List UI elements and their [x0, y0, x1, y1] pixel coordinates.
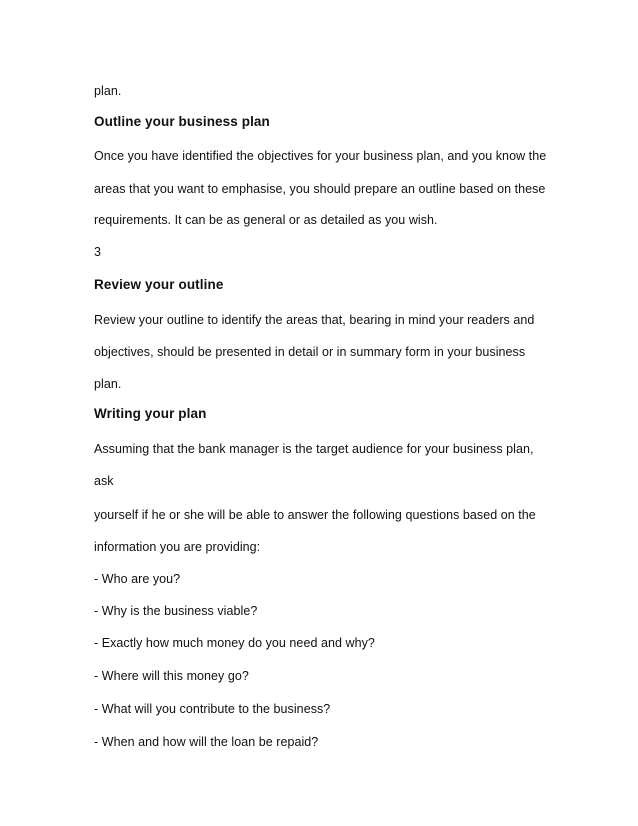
section-heading-outline: Outline your business plan: [94, 114, 270, 129]
page-number-marker: 3: [94, 245, 102, 259]
section-heading-writing: Writing your plan: [94, 406, 207, 421]
question-item: - When and how will the loan be repaid?: [94, 735, 319, 749]
paragraph-line: plan.: [94, 377, 122, 391]
question-item: - Exactly how much money do you need and why?: [94, 636, 375, 650]
paragraph-line: areas that you want to emphasise, you should prepare an outline based on these: [94, 182, 546, 196]
paragraph-line: ask: [94, 474, 114, 488]
paragraph-line: Assuming that the bank manager is the target audience for your business plan,: [94, 442, 534, 456]
question-item: - Where will this money go?: [94, 669, 249, 683]
paragraph-line: plan.: [94, 84, 122, 98]
question-item: - What will you contribute to the business?: [94, 702, 331, 716]
paragraph-line: requirements. It can be as general or as detailed as you wish.: [94, 213, 438, 227]
paragraph-line: objectives, should be presented in detail or in summary form in your business: [94, 345, 526, 359]
paragraph-line: information you are providing:: [94, 540, 261, 554]
paragraph-line: Once you have identified the objectives for your business plan, and you know the: [94, 149, 547, 163]
question-item: - Who are you?: [94, 572, 181, 586]
question-item: - Why is the business viable?: [94, 604, 258, 618]
paragraph-line: Review your outline to identify the areas that, bearing in mind your readers and: [94, 313, 535, 327]
section-heading-review: Review your outline: [94, 277, 224, 292]
paragraph-line: yourself if he or she will be able to answer the following questions based on the: [94, 508, 536, 522]
